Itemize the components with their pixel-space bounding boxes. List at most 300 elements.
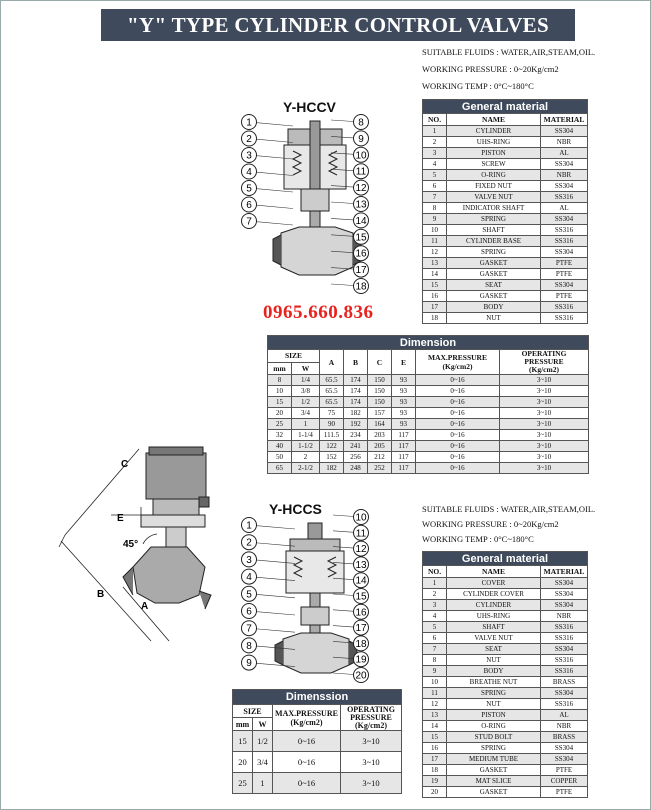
hccv-dimension-cell: 241 — [344, 441, 368, 452]
hccs-spec-fluids: SUITABLE FLUIDS : WATER,AIR,STEAM,OIL. — [422, 504, 596, 514]
hccs-material-row — [423, 644, 588, 655]
hccv-callout-number: 10 — [355, 150, 367, 162]
hccs-material-row — [423, 611, 588, 622]
hccs-operating-unit: (Kg/cm2) — [355, 720, 387, 730]
hccv-callout-number: 5 — [246, 183, 252, 195]
hccv-material-cell: CYLINDER BASE — [447, 236, 541, 247]
hccv-material-cell: PTFE — [541, 258, 588, 269]
hccv-material-cell: FIXED NUT — [447, 181, 541, 192]
hccs-material-cell: SHAFT — [447, 622, 541, 633]
hccs-material-cell: SS304 — [541, 688, 588, 699]
hccv-material-cell: 3 — [423, 148, 447, 159]
hccv-callout-number: 1 — [246, 117, 252, 129]
hccv-material-col-no: NO. — [423, 114, 447, 126]
hccv-material-cell: 14 — [423, 269, 447, 280]
hccs-material-cell: SS316 — [541, 622, 588, 633]
hccs-material-cell: SPRING — [447, 743, 541, 754]
hccv-dimension-cell: 15 — [268, 397, 292, 408]
hccs-material-cell: SS316 — [541, 666, 588, 677]
hccv-dimension-cell: 150 — [368, 386, 392, 397]
hccs-material-cell: PISTON — [447, 710, 541, 721]
hccs-callout-number: 12 — [355, 544, 367, 556]
hccv-dimension-cell: 248 — [344, 463, 368, 474]
hccs-material-cell: MAT SLICE — [447, 776, 541, 787]
hccs-material-col-material: MATERIAL — [541, 566, 588, 578]
hccv-material-cell: SHAFT — [447, 225, 541, 236]
hccs-dimension-cell: 25 — [233, 773, 253, 794]
hccs-material-cell: 13 — [423, 710, 447, 721]
hccv-dimension-cell: 1-1/4 — [292, 430, 320, 441]
hccv-pressure-label: MAX.PRESSURE — [428, 353, 487, 362]
dimension-label-b: B — [97, 589, 105, 600]
hccv-material-cell: SS316 — [541, 313, 588, 324]
page-title: "Y" TYPE CYLINDER CONTROL VALVES — [101, 9, 575, 41]
hccv-material-col-name: NAME — [447, 114, 541, 126]
hccs-material-cell: 1 — [423, 578, 447, 589]
hccv-material-cell: 9 — [423, 214, 447, 225]
hccs-dimension-cell: 3/4 — [253, 752, 273, 773]
hccv-material-cell: NBR — [541, 137, 588, 148]
hccv-dimension-cell: 117 — [392, 430, 416, 441]
hccs-pressure-label: MAX.PRESSURE — [275, 708, 338, 718]
hccs-material-cell: 5 — [423, 622, 447, 633]
hccv-dimension-cell: 93 — [392, 397, 416, 408]
hccv-material-cell: 8 — [423, 203, 447, 214]
hccs-material-cell: STUD BOLT — [447, 732, 541, 743]
hccs-material-row — [423, 666, 588, 677]
hccs-operating-label: OPERATING PRESSURE — [347, 704, 395, 722]
hccv-dim-col-b: B — [344, 350, 368, 375]
hccv-material-cell: 5 — [423, 170, 447, 181]
hccs-material-row — [423, 765, 588, 776]
hccs-material-row — [423, 721, 588, 732]
hccs-callout-number: 20 — [355, 670, 367, 682]
hccs-material-row — [423, 622, 588, 633]
hccv-dimension-cell: 50 — [268, 452, 292, 463]
hccv-callout-number: 12 — [355, 183, 367, 195]
hccs-callout-number: 11 — [355, 528, 367, 540]
hccv-dimension-cell: 0~16 — [416, 463, 500, 474]
hccv-dimension-cell: 65 — [268, 463, 292, 474]
hccv-callout-number: 14 — [355, 215, 367, 227]
hccv-material-cell: SS304 — [541, 159, 588, 170]
hccs-material-cell: GASKET — [447, 787, 541, 798]
hccs-material-cell: SS304 — [541, 578, 588, 589]
hccs-dimension-cell: 0~16 — [273, 773, 341, 794]
hccs-material-row — [423, 699, 588, 710]
hccv-material-cell: 12 — [423, 247, 447, 258]
hccv-dimension-cell: 0~16 — [416, 386, 500, 397]
hccs-callout-number: 17 — [355, 623, 367, 635]
hccs-dim-col-operating — [341, 705, 402, 731]
hccv-dimension-cell: 10 — [268, 386, 292, 397]
hccv-dimension-cell: 122 — [320, 441, 344, 452]
hccv-model-label: Y-HCCV — [283, 99, 336, 115]
hccv-dimension-cell: 20 — [268, 408, 292, 419]
hccs-callout-number: 2 — [246, 537, 252, 549]
hccs-spec-pressure: WORKING PRESSURE : 0~20Kg/cm2 — [422, 519, 559, 529]
hccs-callout-number: 5 — [246, 589, 252, 601]
hccv-callout-number: 15 — [355, 232, 367, 244]
hccs-material-cell: BRASS — [541, 677, 588, 688]
hccv-dimension-cell: 2-1/2 — [292, 463, 320, 474]
hccv-pressure-unit: (Kg/cm2) — [442, 362, 473, 371]
hccv-dimension-cell: 117 — [392, 463, 416, 474]
hccv-dimension-cell: 3~10 — [500, 397, 589, 408]
hccs-dim-col-w: W — [253, 718, 273, 731]
hccv-callout-number: 8 — [358, 117, 364, 129]
hccv-callout-number: 17 — [355, 265, 367, 277]
hccs-model-label: Y-HCCS — [269, 501, 322, 517]
hccs-dimension-table — [232, 689, 402, 794]
hccv-material-cell: PTFE — [541, 269, 588, 280]
hccv-dimension-cell: 0~16 — [416, 397, 500, 408]
hccs-material-cell: 16 — [423, 743, 447, 754]
hccv-dimension-cell: 3~10 — [500, 430, 589, 441]
hccs-dim-col-mm: mm — [233, 718, 253, 731]
hccs-material-cell: 4 — [423, 611, 447, 622]
hccv-callout-number: 4 — [246, 167, 252, 178]
hccs-material-row — [423, 710, 588, 721]
hccs-callout-number: 16 — [355, 607, 367, 619]
hccs-material-cell: NUT — [447, 655, 541, 666]
hccs-material-cell: SS316 — [541, 699, 588, 710]
hccs-material-cell: 8 — [423, 655, 447, 666]
hccv-dimension-cell: 0~16 — [416, 452, 500, 463]
hccv-material-cell: 16 — [423, 291, 447, 302]
hccs-material-cell: MEDIUM TUBE — [447, 754, 541, 765]
hccv-material-cell: 13 — [423, 258, 447, 269]
hccv-dimension-cell: 234 — [344, 430, 368, 441]
hccs-material-cell: SS304 — [541, 743, 588, 754]
hccv-dimension-cell: 0~16 — [416, 375, 500, 386]
hccs-material-body — [423, 578, 588, 798]
hccv-dimension-cell: 25 — [268, 419, 292, 430]
hccs-material-cell: 10 — [423, 677, 447, 688]
hccv-material-cell: SS316 — [541, 225, 588, 236]
hccv-spec-temp: WORKING TEMP : 0°C~180°C — [422, 81, 534, 91]
hccs-material-cell: BODY — [447, 666, 541, 677]
hccs-dimension-cell: 1 — [253, 773, 273, 794]
dimension-label-e: E — [117, 513, 124, 524]
hccv-material-cell: SS304 — [541, 126, 588, 137]
hccs-material-cell: VALVE NUT — [447, 633, 541, 644]
hccs-callout-number: 19 — [355, 654, 367, 666]
hccs-callout-number: 14 — [355, 575, 367, 587]
hccs-material-cell: BREATHE NUT — [447, 677, 541, 688]
hccs-material-cell: GASKET — [447, 765, 541, 776]
hccs-material-cell: NBR — [541, 721, 588, 732]
hccv-material-cell: BODY — [447, 302, 541, 313]
hccs-material-cell: 17 — [423, 754, 447, 765]
hccs-material-cell: 15 — [423, 732, 447, 743]
hccs-material-cell: 2 — [423, 589, 447, 600]
hccv-dim-col-c: C — [368, 350, 392, 375]
hccs-material-cell: 19 — [423, 776, 447, 787]
hccs-material-cell: AL — [541, 710, 588, 721]
hccs-material-cell: BRASS — [541, 732, 588, 743]
hccv-material-cell: 1 — [423, 126, 447, 137]
hccv-material-cell: UHS-RING — [447, 137, 541, 148]
hccv-material-cell: VALVE NUT — [447, 192, 541, 203]
hccs-material-col-name: NAME — [447, 566, 541, 578]
hccs-material-cell: NUT — [447, 699, 541, 710]
hccs-material-cell: SS304 — [541, 754, 588, 765]
hccs-material-row — [423, 589, 588, 600]
hccs-material-cell: 12 — [423, 699, 447, 710]
hccs-material-cell: CYLINDER COVER — [447, 589, 541, 600]
hccv-material-cell: SCREW — [447, 159, 541, 170]
hccv-material-cell: GASKET — [447, 291, 541, 302]
hccs-material-cell: 9 — [423, 666, 447, 677]
hccs-callout-number: 13 — [355, 559, 367, 571]
hccs-material-cell: 6 — [423, 633, 447, 644]
hccv-material-cell: SS304 — [541, 280, 588, 291]
hccv-dimension-cell: 75 — [320, 408, 344, 419]
hccs-dimension-cell: 1/2 — [253, 731, 273, 752]
hccs-material-row — [423, 578, 588, 589]
dimension-label-a: A — [141, 601, 149, 612]
hccs-material-cell: 3 — [423, 600, 447, 611]
hccs-dimension-body — [233, 731, 402, 794]
hccs-callout-number: 9 — [246, 658, 252, 670]
hccv-dimension-cell: 3/8 — [292, 386, 320, 397]
hccv-material-cell: SS304 — [541, 181, 588, 192]
hccv-operating-label: OPERATING PRESSURE — [521, 349, 567, 366]
hccs-dimension-row — [233, 773, 402, 794]
hccv-callout-number: 18 — [355, 281, 367, 293]
hccs-material-cell: PTFE — [541, 787, 588, 798]
hccv-dimension-cell: 256 — [344, 452, 368, 463]
hccs-dim-size: SIZE — [233, 705, 273, 718]
hccv-material-cell: SPRING — [447, 214, 541, 225]
hccv-dimension-cell: 150 — [368, 375, 392, 386]
dimension-label-angle: 45° — [123, 539, 139, 550]
hccv-material-cell: 7 — [423, 192, 447, 203]
hccv-dimension-cell: 0~16 — [416, 419, 500, 430]
hccv-dimension-cell: 117 — [392, 452, 416, 463]
hccv-dim-col-w: W — [292, 362, 320, 375]
hccs-material-cell: SS316 — [541, 633, 588, 644]
hccv-dimension-cell: 0~16 — [416, 441, 500, 452]
hccv-material-cell: SS304 — [541, 214, 588, 225]
hccs-dimension-cell: 0~16 — [273, 731, 341, 752]
hccs-material-cell: 20 — [423, 787, 447, 798]
hccv-callout-number: 16 — [355, 248, 367, 260]
hccs-material-cell: PTFE — [541, 765, 588, 776]
hccs-material-row — [423, 688, 588, 699]
hccv-material-col-material: MATERIAL — [541, 114, 588, 126]
hccv-material-cell: SS316 — [541, 302, 588, 313]
hccs-material-cell: SS304 — [541, 600, 588, 611]
hccs-material-row — [423, 732, 588, 743]
hccs-material-col-no: NO. — [423, 566, 447, 578]
hccv-material-cell: PISTON — [447, 148, 541, 159]
hccv-dimension-cell: 0~16 — [416, 408, 500, 419]
hccv-dimension-header: Dimension — [268, 336, 589, 350]
hccs-material-header: General material — [423, 552, 588, 566]
hccv-material-cell: 15 — [423, 280, 447, 291]
hccv-material-cell: SS316 — [541, 236, 588, 247]
hccv-operating-unit: (Kg/cm2) — [529, 365, 559, 374]
hccs-callout-number: 7 — [246, 623, 252, 635]
hccv-dimension-cell: 65.5 — [320, 386, 344, 397]
hccv-spec-pressure: WORKING PRESSURE : 0~20Kg/cm2 — [422, 64, 559, 74]
hccs-callout-number: 10 — [355, 512, 367, 524]
hccs-material-cell: 7 — [423, 644, 447, 655]
hccv-material-cell: 11 — [423, 236, 447, 247]
hccs-dimension-header: Dimenssion — [233, 690, 402, 705]
hccv-dimension-cell: 3~10 — [500, 441, 589, 452]
hccv-dimension-cell: 3~10 — [500, 375, 589, 386]
hccs-callout-number: 15 — [355, 591, 367, 603]
hccs-dim-col-pressure — [273, 705, 341, 731]
hccv-dimension-cell: 3~10 — [500, 408, 589, 419]
hccv-dimension-cell: 174 — [344, 386, 368, 397]
hccv-dimension-cell: 93 — [392, 419, 416, 430]
hccs-dimension-row — [233, 752, 402, 773]
hccs-material-cell: CYLINDER — [447, 600, 541, 611]
hccv-callout-number: 11 — [355, 166, 367, 178]
hccv-dimension-cell: 65.5 — [320, 397, 344, 408]
hccv-dimension-cell: 2 — [292, 452, 320, 463]
hccv-callout-number: 6 — [246, 200, 252, 211]
hccv-dimension-cell: 0~16 — [416, 430, 500, 441]
hccs-material-cell: SS304 — [541, 589, 588, 600]
hccv-dimension-cell: 174 — [344, 397, 368, 408]
hccv-material-cell: INDICATOR SHAFT — [447, 203, 541, 214]
hccv-dimension-cell: 1-1/2 — [292, 441, 320, 452]
hccv-material-cell: AL — [541, 148, 588, 159]
phone-number: 0965.660.836 — [263, 302, 374, 323]
hccv-dimension-cell: 117 — [392, 441, 416, 452]
hccs-material-cell: COVER — [447, 578, 541, 589]
hccs-material-row — [423, 787, 588, 798]
hccv-dimension-cell: 93 — [392, 408, 416, 419]
hccv-material-cell: GASKET — [447, 269, 541, 280]
hccv-dim-col-mm: mm — [268, 362, 292, 375]
hccv-dimension-cell: 32 — [268, 430, 292, 441]
hccv-material-cell: SS304 — [541, 247, 588, 258]
hccv-dimension-cell: 111.5 — [320, 430, 344, 441]
hccv-material-cell: SPRING — [447, 247, 541, 258]
hccs-material-row — [423, 776, 588, 787]
hccv-dimension-cell: 182 — [320, 463, 344, 474]
hccv-material-cell: AL — [541, 203, 588, 214]
hccs-material-cell: NBR — [541, 611, 588, 622]
hccv-dimension-cell: 152 — [320, 452, 344, 463]
hccv-callout-number: 7 — [246, 216, 252, 228]
hccs-callout-number: 6 — [246, 606, 252, 618]
hccs-dimension-cell: 3~10 — [341, 773, 402, 794]
hccv-material-cell: 10 — [423, 225, 447, 236]
hccv-material-cell: NUT — [447, 313, 541, 324]
hccv-dimension-cell: 40 — [268, 441, 292, 452]
hccv-dimension-cell: 1 — [292, 419, 320, 430]
hccs-pressure-unit: (Kg/cm2) — [290, 717, 323, 727]
hccs-callout-number: 18 — [355, 638, 367, 650]
hccs-material-cell: UHS-RING — [447, 611, 541, 622]
hccv-material-cell: PTFE — [541, 291, 588, 302]
hccs-dimension-row — [233, 731, 402, 752]
hccs-dimension-cell: 3~10 — [341, 752, 402, 773]
hccv-dim-col-e: E — [392, 350, 416, 375]
hccv-dimension-cell: 164 — [368, 419, 392, 430]
hccv-material-cell: 17 — [423, 302, 447, 313]
hccs-dimension-cell: 15 — [233, 731, 253, 752]
hccv-dimension-cell: 174 — [344, 375, 368, 386]
hccv-dimension-cell: 1/2 — [292, 397, 320, 408]
hccs-material-cell: SEAT — [447, 644, 541, 655]
hccs-material-cell: O-RING — [447, 721, 541, 732]
hccv-dimension-cell: 150 — [368, 397, 392, 408]
hccv-callout-number: 9 — [358, 133, 364, 145]
hccv-dimension-cell: 3~10 — [500, 463, 589, 474]
hccv-dimension-cell: 93 — [392, 375, 416, 386]
hccs-material-row — [423, 743, 588, 754]
hccv-callout-number: 3 — [246, 150, 252, 162]
hccv-material-cell: 2 — [423, 137, 447, 148]
hccs-material-cell: 11 — [423, 688, 447, 699]
hccv-dimension-cell: 252 — [368, 463, 392, 474]
hccv-dimension-cell: 157 — [368, 408, 392, 419]
hccv-material-cell: O-RING — [447, 170, 541, 181]
hccv-dimension-cell: 3~10 — [500, 452, 589, 463]
hccv-material-cell: NBR — [541, 170, 588, 181]
hccv-dimension-cell: 192 — [344, 419, 368, 430]
hccv-dimension-cell: 1/4 — [292, 375, 320, 386]
hccv-dimension-cell: 3/4 — [292, 408, 320, 419]
hccv-dimension-cell: 182 — [344, 408, 368, 419]
hccs-dimension-cell: 0~16 — [273, 752, 341, 773]
hccs-material-row — [423, 600, 588, 611]
hccv-material-cell: SEAT — [447, 280, 541, 291]
hccs-material-cell: SPRING — [447, 688, 541, 699]
hccv-dimension-cell: 90 — [320, 419, 344, 430]
hccv-spec-fluids: SUITABLE FLUIDS : WATER,AIR,STEAM,OIL. — [422, 47, 596, 57]
hccv-dimension-cell: 65.5 — [320, 375, 344, 386]
hccs-material-row — [423, 677, 588, 688]
hccv-dimension-cell: 3~10 — [500, 419, 589, 430]
hccs-callout-number: 8 — [246, 640, 252, 652]
hccs-material-cell: SS316 — [541, 655, 588, 666]
hccs-material-row — [423, 754, 588, 765]
hccv-material-cell: 6 — [423, 181, 447, 192]
hccv-dim-col-a: A — [320, 350, 344, 375]
hccs-spec-temp: WORKING TEMP : 0°C~180°C — [422, 534, 534, 544]
hccs-dimension-cell: 3~10 — [341, 731, 402, 752]
hccv-material-cell: CYLINDER — [447, 126, 541, 137]
hccv-dimension-cell: 8 — [268, 375, 292, 386]
hccs-material-cell: SS304 — [541, 644, 588, 655]
hccs-material-row — [423, 633, 588, 644]
hccv-callout-number: 2 — [246, 134, 252, 145]
dimension-label-c: C — [121, 459, 129, 470]
hccv-material-cell: SS316 — [541, 192, 588, 203]
hccv-dimension-cell: 203 — [368, 430, 392, 441]
hccs-callout-number: 3 — [246, 554, 252, 566]
hccv-dimension-cell: 3~10 — [500, 386, 589, 397]
hccs-material-row — [423, 655, 588, 666]
hccv-callout-number: 13 — [355, 199, 367, 211]
hccv-dim-size: SIZE — [268, 350, 320, 363]
hccs-material-table — [422, 551, 588, 798]
hccs-callout-number: 1 — [246, 520, 252, 532]
hccs-material-cell: COPPER — [541, 776, 588, 787]
hccs-material-cell: 14 — [423, 721, 447, 732]
hccv-material-cell: GASKET — [447, 258, 541, 269]
hccv-material-cell: 18 — [423, 313, 447, 324]
